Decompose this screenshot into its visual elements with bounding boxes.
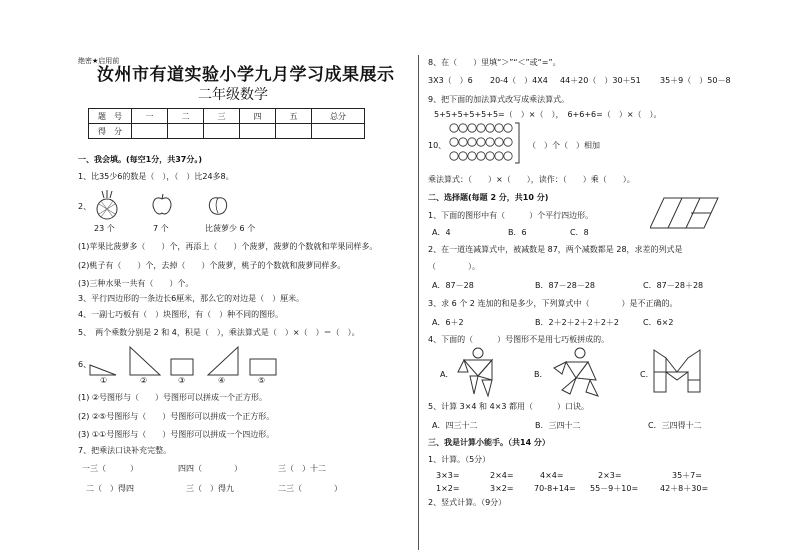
question-9: 9、把下面的加法算式改写成乘法算式。 [428, 95, 570, 104]
shape-1 [90, 365, 116, 375]
question-6-number: 6、 [78, 360, 92, 369]
question-3: 3、平行四边形的一条边长6厘米，那么它的对边是（ ）厘米。 [78, 294, 305, 303]
choice-4-option[interactable]: C． [640, 370, 654, 379]
calc-item: 3×2= [490, 484, 514, 493]
question-1: 1、比35少6的数是（ ），（ ）比24多8。 [78, 172, 234, 181]
parallelogram-figure [650, 196, 720, 230]
score-input-cell[interactable] [312, 124, 365, 139]
calc-item: 55－9＋10= [590, 484, 639, 493]
shape-4 [208, 347, 238, 375]
choice-1-option[interactable]: C．8 [570, 228, 589, 237]
calc-item: 2×3= [598, 471, 622, 480]
peach-icon [205, 193, 231, 217]
compare-item: 35＋9（ ）50－8 [660, 76, 731, 85]
choice-2-option[interactable]: B．87－28－28 [535, 281, 596, 290]
tangram-figure-c [652, 348, 702, 394]
question-10-text: （ ）个（ ）相加 [528, 141, 600, 150]
secret-mark: 绝密★启用前 [78, 57, 120, 65]
choice-3-option[interactable]: B．2＋2＋2＋2＋2＋2 [535, 318, 620, 327]
choice-5: 5、计算 3×4 和 4×3 都用（ ）口诀。 [428, 402, 590, 411]
pineapple-icon [92, 190, 122, 220]
calc-item: 42＋8＋30= [660, 484, 709, 493]
score-input-cell[interactable] [204, 124, 240, 139]
choice-2-option[interactable]: A．87－28 [432, 281, 474, 290]
choice-4: 4、下面的（ ）号图形不是用七巧板拼成的。 [428, 335, 610, 344]
section-1-heading: 一、我会填。(每空1分，共37分。) [78, 155, 203, 164]
score-input-cell[interactable] [132, 124, 168, 139]
shape-2-mark: ② [140, 376, 148, 385]
multiplication-rhyme: 三（ ）得九 [186, 484, 234, 493]
page-subtitle: 二年级数学 [198, 87, 268, 103]
compare-item: 44＋20（ ）30＋51 [560, 76, 641, 85]
score-input-cell[interactable] [276, 124, 312, 139]
question-10-number: 10、 [428, 141, 447, 150]
multiplication-rhyme: 四四（ ） [178, 464, 242, 473]
score-label: 得 分 [89, 124, 132, 139]
question-9-items: 5+5+5+5+5+5=（ ）×（ ）， 6+6+6=（ ）×（ ）。 [434, 110, 662, 119]
shape-5-mark: ⑤ [258, 376, 266, 385]
score-input-cell[interactable] [240, 124, 276, 139]
choice-3-option[interactable]: A．6＋2 [432, 318, 464, 327]
calc-item: 2×4= [490, 471, 514, 480]
compare-item: 3X3（ ）6 [428, 76, 473, 85]
shape-5 [250, 359, 276, 375]
apple-count: 7 个 [153, 224, 169, 233]
score-cell: 五 [276, 109, 312, 124]
shape-2 [130, 347, 160, 375]
calc-item: 70-8+14= [534, 484, 576, 493]
peach-count: 比菠萝少 6 个 [205, 224, 256, 233]
section-2-heading: 二、选择题(每题 2 分，共10 分) [428, 193, 549, 202]
score-cell: 四 [240, 109, 276, 124]
score-cell: 题 号 [89, 109, 132, 124]
shape-4-mark: ④ [218, 376, 226, 385]
score-cell: 一 [132, 109, 168, 124]
score-cell: 二 [168, 109, 204, 124]
shape-1-mark: ① [100, 376, 108, 385]
calc-item: 3×3= [436, 471, 460, 480]
choice-2-option[interactable]: C．87－28＋28 [643, 281, 704, 290]
question-2-number: 2、 [78, 202, 92, 211]
choice-3-option[interactable]: C．6×2 [643, 318, 674, 327]
compare-item: 20-4（ ）4X4 [490, 76, 548, 85]
multiplication-rhyme: 三（ ）十二 [278, 464, 326, 473]
calc-item: 4×4= [540, 471, 564, 480]
calc-2-heading: 2、竖式计算。（9分） [428, 498, 507, 507]
choice-1-option[interactable]: B．6 [508, 228, 527, 237]
choice-5-option[interactable]: C．三四得十二 [648, 421, 702, 430]
tangram-figure-b [552, 346, 602, 398]
page-title: 汝州市有道实验小学九月学习成果展示 [97, 65, 395, 85]
apple-grid-figure [449, 122, 529, 166]
choice-2-blank: （ ）。 [428, 262, 480, 271]
apple-icon [150, 193, 174, 217]
question-5: 5、 两个乘数分别是 2 和 4，积是（ ），乘法算式是（ ）×（ ）＝（ ）。 [78, 328, 360, 337]
score-input-cell[interactable] [168, 124, 204, 139]
tangram-figure-a [456, 346, 500, 398]
score-cell: 三 [204, 109, 240, 124]
choice-4-option[interactable]: A． [440, 370, 454, 379]
question-2-1: (1)苹果比菠萝多（ ）个，再添上（ ）个菠萝，菠萝的个数就和苹果同样多。 [78, 242, 378, 251]
question-4: 4、一副七巧板有（ ）块图形，有（ ）种不同的图形。 [78, 310, 284, 319]
choice-3: 3、求 6 个 2 连加的和是多少，下列算式中（ ）是不正确的。 [428, 299, 678, 308]
choice-1: 1、下面的图形中有（ ）个平行四边形。 [428, 211, 594, 220]
calc-item: 35＋7= [672, 471, 702, 480]
choice-5-option[interactable]: A．四三十二 [432, 421, 478, 430]
choice-5-option[interactable]: B．三四十二 [535, 421, 581, 430]
shape-3-mark: ③ [178, 376, 186, 385]
calc-1-heading: 1、计算。（5分） [428, 455, 491, 464]
shape-3 [171, 359, 193, 375]
score-cell: 总分 [312, 109, 365, 124]
question-6-2: (2) ②⑤号图形与（ ）号图形可以拼成一个正方形。 [78, 412, 275, 421]
score-table [88, 108, 365, 139]
column-divider [418, 55, 419, 550]
question-10-multiplication: 乘法算式：（ ）×（ ），读作：（ ）乘（ ）。 [428, 175, 635, 184]
multiplication-rhyme: 二（ ）得四 [86, 484, 134, 493]
multiplication-rhyme: 二三（ ） [278, 484, 342, 493]
question-6-3: (3) ①①号图形与（ ）号图形可以拼成一个四边形。 [78, 430, 275, 439]
pineapple-count: 23 个 [94, 224, 115, 233]
question-7: 7、把乘法口诀补充完整。 [78, 446, 172, 455]
question-6-1: (1) ②号图形与（ ）号图形可以拼成一个正方形。 [78, 393, 268, 402]
choice-2: 2、在一道连减算式中，被减数是 87，两个减数都是 28，求差的列式是 [428, 245, 683, 254]
choice-1-option[interactable]: A．4 [432, 228, 451, 237]
calc-item: 1×2= [436, 484, 460, 493]
section-3-heading: 三、我是计算小能手。（共14 分） [428, 438, 550, 447]
score-table-header-row [89, 109, 365, 124]
score-table-score-row [89, 124, 365, 139]
question-2-2: (2)桃子有（ ）个，去掉（ ）个菠萝，桃子的个数就和菠萝同样多。 [78, 261, 346, 270]
multiplication-rhyme: 一三（ ） [82, 464, 138, 473]
question-2-3: (3)三种水果一共有（ ）个。 [78, 279, 194, 288]
choice-4-option[interactable]: B． [534, 370, 548, 379]
question-8: 8、在（ ）里填“＞”“＜”或“=”。 [428, 58, 561, 67]
